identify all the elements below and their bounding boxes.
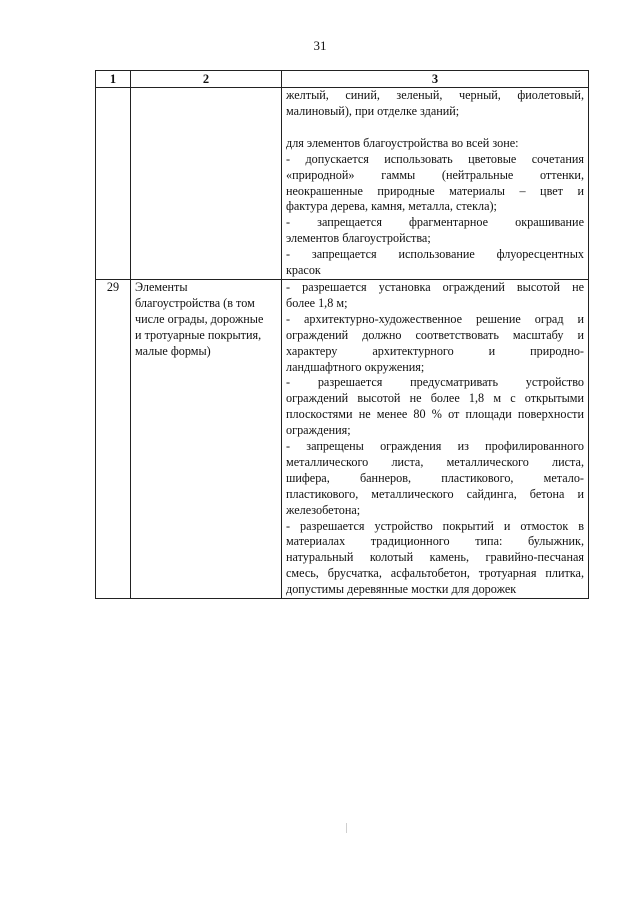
row-number: 29 (96, 279, 131, 598)
text-line: ландшафтного окружения; (286, 359, 425, 374)
requirements-cell (282, 88, 589, 280)
text-line: допустимы деревянные мостки для дорожек (286, 582, 517, 597)
table-row-29 (96, 279, 589, 598)
table-header-row (96, 71, 589, 88)
text-line: красок (286, 263, 321, 278)
text-line: «природной» гаммы (нейтральные оттенки, (286, 167, 584, 182)
text-line: - разрешается устройство покрытий и отмосток в (286, 518, 584, 533)
column-header-2: 2 (131, 71, 282, 88)
text-line: плоскостями не менее 80 % от площади поверхности (286, 407, 584, 422)
text-line: более 1,8 м; (286, 295, 348, 310)
text-line: - запрещается фрагментарное окрашивание (286, 215, 584, 230)
element-name-cell (131, 88, 282, 280)
text-line: - архитектурно-художественное решение оград и (286, 311, 584, 326)
text-line: - разрешается предусматривать устройство (286, 375, 584, 390)
scan-mark (346, 823, 347, 833)
element-name-line: числе ограды, дорожные (135, 311, 264, 326)
column-header-3: 3 (282, 71, 589, 88)
text-line: неокрашенные природные материалы – цвет и (286, 183, 584, 198)
text-line: желтый, синий, зеленый, черный, фиолетовый, (286, 88, 584, 102)
text-line: ограждения; (286, 423, 351, 438)
text-line: пластикового, металлического сайдинга, бетона и (286, 486, 584, 501)
text-line: натуральный колотый камень, гравийно-песчаная (286, 550, 584, 565)
text-line: - запрещены ограждения из профилированного (286, 439, 584, 454)
column-header-1: 1 (96, 71, 131, 88)
row-number (96, 88, 131, 280)
requirements-table (95, 70, 589, 599)
text-line: материалах традиционного типа: булыжник, (286, 534, 584, 549)
text-line: смесь, брусчатка, асфальтобетон, тротуарная плитка, (286, 566, 584, 581)
page-number: 31 (313, 38, 327, 53)
text-line: характеру архитектурного и природно- (286, 343, 584, 358)
element-name-line: и тротуарные покрытия, (135, 327, 262, 342)
text-line: ограждений высотой не более 1,8 м с открытыми (286, 391, 584, 406)
blank-line (286, 120, 584, 136)
element-name-line: малые формы) (135, 343, 211, 358)
element-name-line: благоустройства (в том (135, 295, 255, 310)
requirements-cell (282, 279, 589, 598)
text-line: элементов благоустройства; (286, 231, 431, 246)
text-line: металлического листа, металлического листа, (286, 454, 584, 469)
text-line: - запрещается использование флуоресцентных (286, 247, 584, 262)
text-line: - разрешается установка ограждений высотой не (286, 279, 584, 294)
element-name-line: Элементы (135, 279, 188, 294)
text-line: малиновый), при отделке зданий; (286, 103, 460, 118)
text-line: для элементов благоустройства во всей зоне: (286, 135, 519, 150)
text-line: ограждений должно соответствовать масштабу и (286, 327, 584, 342)
text-line: фактура дерева, камня, металла, стекла); (286, 199, 497, 214)
text-line: - допускается использовать цветовые сочетания (286, 151, 584, 166)
table-row-continuation (96, 88, 589, 280)
text-line: шифера, баннеров, пластикового, метало- (286, 470, 584, 485)
text-line: железобетона; (286, 502, 361, 517)
element-name-cell (131, 279, 282, 598)
